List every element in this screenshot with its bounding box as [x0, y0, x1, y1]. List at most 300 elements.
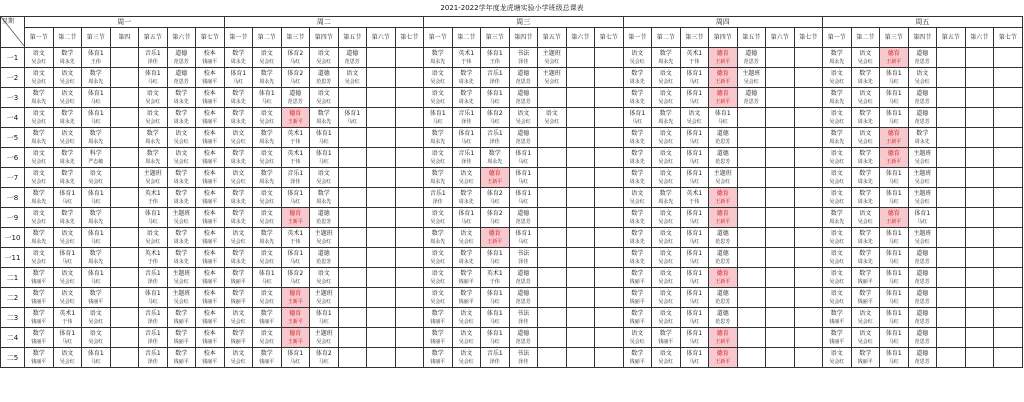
lesson-cell[interactable]	[139, 48, 168, 68]
lesson-cell[interactable]	[908, 108, 937, 128]
lesson-cell[interactable]	[82, 348, 111, 368]
lesson-cell[interactable]	[310, 248, 339, 268]
lesson-cell[interactable]	[253, 128, 282, 148]
lesson-cell[interactable]	[709, 248, 738, 268]
lesson-cell[interactable]	[994, 68, 1023, 88]
lesson-cell[interactable]	[452, 108, 481, 128]
lesson-cell[interactable]	[310, 308, 339, 328]
lesson-cell[interactable]	[25, 308, 54, 328]
lesson-cell[interactable]	[53, 328, 82, 348]
lesson-cell[interactable]	[481, 288, 510, 308]
lesson-cell[interactable]	[709, 168, 738, 188]
lesson-cell[interactable]	[110, 148, 139, 168]
lesson-cell[interactable]	[281, 148, 310, 168]
lesson-cell[interactable]	[965, 108, 994, 128]
lesson-cell[interactable]	[338, 228, 367, 248]
lesson-cell[interactable]	[424, 268, 453, 288]
lesson-cell[interactable]	[481, 128, 510, 148]
lesson-cell[interactable]	[937, 328, 966, 348]
lesson-cell[interactable]	[253, 328, 282, 348]
lesson-cell[interactable]	[823, 68, 852, 88]
lesson-cell[interactable]	[281, 188, 310, 208]
lesson-cell[interactable]	[367, 268, 396, 288]
lesson-cell[interactable]	[452, 348, 481, 368]
lesson-cell[interactable]	[680, 148, 709, 168]
lesson-cell[interactable]	[53, 168, 82, 188]
lesson-cell[interactable]	[25, 68, 54, 88]
lesson-cell[interactable]	[424, 228, 453, 248]
lesson-cell[interactable]	[509, 188, 538, 208]
lesson-cell[interactable]	[395, 148, 424, 168]
lesson-cell[interactable]	[623, 108, 652, 128]
lesson-cell[interactable]	[82, 128, 111, 148]
lesson-cell[interactable]	[481, 48, 510, 68]
lesson-cell[interactable]	[794, 348, 823, 368]
lesson-cell[interactable]	[139, 108, 168, 128]
lesson-cell[interactable]	[908, 128, 937, 148]
lesson-cell[interactable]	[851, 148, 880, 168]
lesson-cell[interactable]	[994, 348, 1023, 368]
lesson-cell[interactable]	[595, 288, 624, 308]
lesson-cell[interactable]	[680, 88, 709, 108]
lesson-cell[interactable]	[566, 108, 595, 128]
lesson-cell[interactable]	[481, 228, 510, 248]
lesson-cell[interactable]	[851, 208, 880, 228]
lesson-cell[interactable]	[737, 48, 766, 68]
lesson-cell[interactable]	[424, 88, 453, 108]
lesson-cell[interactable]	[452, 168, 481, 188]
lesson-cell[interactable]	[794, 128, 823, 148]
lesson-cell[interactable]	[652, 208, 681, 228]
lesson-cell[interactable]	[623, 328, 652, 348]
lesson-cell[interactable]	[224, 108, 253, 128]
lesson-cell[interactable]	[253, 108, 282, 128]
lesson-cell[interactable]	[53, 308, 82, 328]
lesson-cell[interactable]	[224, 188, 253, 208]
lesson-cell[interactable]	[566, 68, 595, 88]
lesson-cell[interactable]	[823, 348, 852, 368]
lesson-cell[interactable]	[110, 108, 139, 128]
lesson-cell[interactable]	[538, 108, 567, 128]
lesson-cell[interactable]	[680, 168, 709, 188]
lesson-cell[interactable]	[253, 68, 282, 88]
lesson-cell[interactable]	[823, 168, 852, 188]
lesson-cell[interactable]	[452, 268, 481, 288]
lesson-cell[interactable]	[623, 128, 652, 148]
lesson-cell[interactable]	[167, 48, 196, 68]
lesson-cell[interactable]	[395, 348, 424, 368]
lesson-cell[interactable]	[737, 348, 766, 368]
lesson-cell[interactable]	[25, 288, 54, 308]
lesson-cell[interactable]	[167, 248, 196, 268]
lesson-cell[interactable]	[652, 88, 681, 108]
lesson-cell[interactable]	[880, 228, 909, 248]
lesson-cell[interactable]	[110, 248, 139, 268]
lesson-cell[interactable]	[538, 88, 567, 108]
lesson-cell[interactable]	[595, 268, 624, 288]
lesson-cell[interactable]	[224, 288, 253, 308]
lesson-cell[interactable]	[196, 168, 225, 188]
lesson-cell[interactable]	[823, 328, 852, 348]
lesson-cell[interactable]	[167, 148, 196, 168]
lesson-cell[interactable]	[937, 108, 966, 128]
lesson-cell[interactable]	[424, 48, 453, 68]
lesson-cell[interactable]	[595, 348, 624, 368]
lesson-cell[interactable]	[82, 248, 111, 268]
lesson-cell[interactable]	[224, 48, 253, 68]
lesson-cell[interactable]	[709, 328, 738, 348]
lesson-cell[interactable]	[25, 168, 54, 188]
lesson-cell[interactable]	[253, 348, 282, 368]
lesson-cell[interactable]	[880, 48, 909, 68]
lesson-cell[interactable]	[139, 188, 168, 208]
lesson-cell[interactable]	[652, 128, 681, 148]
lesson-cell[interactable]	[310, 68, 339, 88]
lesson-cell[interactable]	[794, 208, 823, 228]
lesson-cell[interactable]	[338, 168, 367, 188]
lesson-cell[interactable]	[566, 88, 595, 108]
lesson-cell[interactable]	[709, 228, 738, 248]
lesson-cell[interactable]	[937, 228, 966, 248]
lesson-cell[interactable]	[167, 288, 196, 308]
lesson-cell[interactable]	[395, 268, 424, 288]
lesson-cell[interactable]	[965, 168, 994, 188]
lesson-cell[interactable]	[766, 88, 795, 108]
lesson-cell[interactable]	[680, 208, 709, 228]
lesson-cell[interactable]	[53, 248, 82, 268]
lesson-cell[interactable]	[139, 208, 168, 228]
lesson-cell[interactable]	[367, 128, 396, 148]
lesson-cell[interactable]	[110, 268, 139, 288]
lesson-cell[interactable]	[566, 288, 595, 308]
lesson-cell[interactable]	[253, 288, 282, 308]
lesson-cell[interactable]	[110, 208, 139, 228]
lesson-cell[interactable]	[281, 68, 310, 88]
lesson-cell[interactable]	[880, 148, 909, 168]
lesson-cell[interactable]	[82, 48, 111, 68]
lesson-cell[interactable]	[139, 288, 168, 308]
lesson-cell[interactable]	[395, 288, 424, 308]
lesson-cell[interactable]	[82, 308, 111, 328]
lesson-cell[interactable]	[509, 228, 538, 248]
lesson-cell[interactable]	[224, 88, 253, 108]
lesson-cell[interactable]	[766, 328, 795, 348]
lesson-cell[interactable]	[623, 348, 652, 368]
lesson-cell[interactable]	[310, 168, 339, 188]
lesson-cell[interactable]	[424, 128, 453, 148]
lesson-cell[interactable]	[424, 288, 453, 308]
lesson-cell[interactable]	[310, 348, 339, 368]
lesson-cell[interactable]	[424, 328, 453, 348]
lesson-cell[interactable]	[110, 328, 139, 348]
lesson-cell[interactable]	[110, 48, 139, 68]
lesson-cell[interactable]	[680, 128, 709, 148]
lesson-cell[interactable]	[167, 88, 196, 108]
lesson-cell[interactable]	[367, 48, 396, 68]
lesson-cell[interactable]	[994, 168, 1023, 188]
lesson-cell[interactable]	[709, 68, 738, 88]
lesson-cell[interactable]	[737, 308, 766, 328]
lesson-cell[interactable]	[53, 128, 82, 148]
lesson-cell[interactable]	[965, 128, 994, 148]
lesson-cell[interactable]	[595, 108, 624, 128]
lesson-cell[interactable]	[566, 168, 595, 188]
lesson-cell[interactable]	[167, 328, 196, 348]
lesson-cell[interactable]	[395, 168, 424, 188]
lesson-cell[interactable]	[53, 148, 82, 168]
lesson-cell[interactable]	[880, 108, 909, 128]
lesson-cell[interactable]	[538, 68, 567, 88]
lesson-cell[interactable]	[196, 248, 225, 268]
lesson-cell[interactable]	[880, 308, 909, 328]
lesson-cell[interactable]	[994, 48, 1023, 68]
lesson-cell[interactable]	[538, 48, 567, 68]
lesson-cell[interactable]	[338, 48, 367, 68]
lesson-cell[interactable]	[766, 108, 795, 128]
lesson-cell[interactable]	[424, 168, 453, 188]
lesson-cell[interactable]	[310, 228, 339, 248]
lesson-cell[interactable]	[452, 48, 481, 68]
lesson-cell[interactable]	[224, 168, 253, 188]
lesson-cell[interactable]	[338, 148, 367, 168]
lesson-cell[interactable]	[652, 248, 681, 268]
lesson-cell[interactable]	[880, 168, 909, 188]
lesson-cell[interactable]	[994, 288, 1023, 308]
lesson-cell[interactable]	[367, 208, 396, 228]
lesson-cell[interactable]	[880, 208, 909, 228]
lesson-cell[interactable]	[709, 48, 738, 68]
lesson-cell[interactable]	[595, 128, 624, 148]
lesson-cell[interactable]	[224, 348, 253, 368]
lesson-cell[interactable]	[709, 268, 738, 288]
lesson-cell[interactable]	[367, 328, 396, 348]
lesson-cell[interactable]	[452, 228, 481, 248]
lesson-cell[interactable]	[509, 288, 538, 308]
lesson-cell[interactable]	[395, 48, 424, 68]
lesson-cell[interactable]	[908, 288, 937, 308]
lesson-cell[interactable]	[766, 248, 795, 268]
lesson-cell[interactable]	[766, 268, 795, 288]
lesson-cell[interactable]	[994, 308, 1023, 328]
lesson-cell[interactable]	[25, 348, 54, 368]
lesson-cell[interactable]	[766, 228, 795, 248]
lesson-cell[interactable]	[737, 188, 766, 208]
lesson-cell[interactable]	[509, 348, 538, 368]
lesson-cell[interactable]	[538, 288, 567, 308]
lesson-cell[interactable]	[766, 308, 795, 328]
lesson-cell[interactable]	[338, 108, 367, 128]
lesson-cell[interactable]	[367, 168, 396, 188]
lesson-cell[interactable]	[310, 128, 339, 148]
lesson-cell[interactable]	[937, 348, 966, 368]
lesson-cell[interactable]	[367, 188, 396, 208]
lesson-cell[interactable]	[766, 188, 795, 208]
lesson-cell[interactable]	[82, 268, 111, 288]
lesson-cell[interactable]	[338, 268, 367, 288]
lesson-cell[interactable]	[994, 328, 1023, 348]
lesson-cell[interactable]	[395, 228, 424, 248]
lesson-cell[interactable]	[623, 168, 652, 188]
lesson-cell[interactable]	[880, 88, 909, 108]
lesson-cell[interactable]	[851, 128, 880, 148]
lesson-cell[interactable]	[595, 88, 624, 108]
lesson-cell[interactable]	[538, 168, 567, 188]
lesson-cell[interactable]	[880, 128, 909, 148]
lesson-cell[interactable]	[709, 148, 738, 168]
lesson-cell[interactable]	[680, 268, 709, 288]
lesson-cell[interactable]	[823, 288, 852, 308]
lesson-cell[interactable]	[281, 228, 310, 248]
lesson-cell[interactable]	[538, 268, 567, 288]
lesson-cell[interactable]	[680, 68, 709, 88]
lesson-cell[interactable]	[281, 328, 310, 348]
lesson-cell[interactable]	[709, 108, 738, 128]
lesson-cell[interactable]	[794, 88, 823, 108]
lesson-cell[interactable]	[880, 268, 909, 288]
lesson-cell[interactable]	[937, 268, 966, 288]
lesson-cell[interactable]	[794, 108, 823, 128]
lesson-cell[interactable]	[994, 208, 1023, 228]
lesson-cell[interactable]	[851, 348, 880, 368]
lesson-cell[interactable]	[281, 288, 310, 308]
lesson-cell[interactable]	[937, 48, 966, 68]
lesson-cell[interactable]	[253, 148, 282, 168]
lesson-cell[interactable]	[566, 128, 595, 148]
lesson-cell[interactable]	[794, 248, 823, 268]
lesson-cell[interactable]	[509, 68, 538, 88]
lesson-cell[interactable]	[994, 128, 1023, 148]
lesson-cell[interactable]	[281, 168, 310, 188]
lesson-cell[interactable]	[737, 288, 766, 308]
lesson-cell[interactable]	[680, 228, 709, 248]
lesson-cell[interactable]	[509, 248, 538, 268]
lesson-cell[interactable]	[82, 168, 111, 188]
lesson-cell[interactable]	[395, 128, 424, 148]
lesson-cell[interactable]	[196, 268, 225, 288]
lesson-cell[interactable]	[452, 288, 481, 308]
lesson-cell[interactable]	[224, 248, 253, 268]
lesson-cell[interactable]	[310, 268, 339, 288]
lesson-cell[interactable]	[823, 308, 852, 328]
lesson-cell[interactable]	[395, 248, 424, 268]
lesson-cell[interactable]	[509, 88, 538, 108]
lesson-cell[interactable]	[196, 208, 225, 228]
lesson-cell[interactable]	[709, 88, 738, 108]
lesson-cell[interactable]	[737, 88, 766, 108]
lesson-cell[interactable]	[110, 348, 139, 368]
lesson-cell[interactable]	[709, 128, 738, 148]
lesson-cell[interactable]	[281, 308, 310, 328]
lesson-cell[interactable]	[452, 208, 481, 228]
lesson-cell[interactable]	[680, 108, 709, 128]
lesson-cell[interactable]	[851, 108, 880, 128]
lesson-cell[interactable]	[253, 208, 282, 228]
lesson-cell[interactable]	[253, 188, 282, 208]
lesson-cell[interactable]	[110, 88, 139, 108]
lesson-cell[interactable]	[595, 68, 624, 88]
lesson-cell[interactable]	[908, 68, 937, 88]
lesson-cell[interactable]	[908, 248, 937, 268]
lesson-cell[interactable]	[766, 68, 795, 88]
lesson-cell[interactable]	[965, 328, 994, 348]
lesson-cell[interactable]	[196, 308, 225, 328]
lesson-cell[interactable]	[509, 148, 538, 168]
lesson-cell[interactable]	[196, 48, 225, 68]
lesson-cell[interactable]	[338, 248, 367, 268]
lesson-cell[interactable]	[737, 228, 766, 248]
lesson-cell[interactable]	[310, 208, 339, 228]
lesson-cell[interactable]	[965, 288, 994, 308]
lesson-cell[interactable]	[367, 288, 396, 308]
lesson-cell[interactable]	[566, 308, 595, 328]
lesson-cell[interactable]	[623, 188, 652, 208]
lesson-cell[interactable]	[82, 88, 111, 108]
lesson-cell[interactable]	[709, 208, 738, 228]
lesson-cell[interactable]	[509, 48, 538, 68]
lesson-cell[interactable]	[338, 308, 367, 328]
lesson-cell[interactable]	[481, 148, 510, 168]
lesson-cell[interactable]	[481, 108, 510, 128]
lesson-cell[interactable]	[794, 148, 823, 168]
lesson-cell[interactable]	[937, 308, 966, 328]
lesson-cell[interactable]	[709, 308, 738, 328]
lesson-cell[interactable]	[338, 328, 367, 348]
lesson-cell[interactable]	[395, 208, 424, 228]
lesson-cell[interactable]	[452, 188, 481, 208]
lesson-cell[interactable]	[908, 348, 937, 368]
lesson-cell[interactable]	[281, 348, 310, 368]
lesson-cell[interactable]	[452, 248, 481, 268]
lesson-cell[interactable]	[53, 108, 82, 128]
lesson-cell[interactable]	[766, 48, 795, 68]
lesson-cell[interactable]	[908, 228, 937, 248]
lesson-cell[interactable]	[652, 108, 681, 128]
lesson-cell[interactable]	[994, 268, 1023, 288]
lesson-cell[interactable]	[281, 268, 310, 288]
lesson-cell[interactable]	[110, 68, 139, 88]
lesson-cell[interactable]	[737, 148, 766, 168]
lesson-cell[interactable]	[82, 208, 111, 228]
lesson-cell[interactable]	[595, 308, 624, 328]
lesson-cell[interactable]	[937, 68, 966, 88]
lesson-cell[interactable]	[53, 208, 82, 228]
lesson-cell[interactable]	[167, 268, 196, 288]
lesson-cell[interactable]	[566, 248, 595, 268]
lesson-cell[interactable]	[680, 348, 709, 368]
lesson-cell[interactable]	[139, 68, 168, 88]
lesson-cell[interactable]	[367, 148, 396, 168]
lesson-cell[interactable]	[167, 208, 196, 228]
lesson-cell[interactable]	[196, 128, 225, 148]
lesson-cell[interactable]	[338, 208, 367, 228]
lesson-cell[interactable]	[709, 348, 738, 368]
lesson-cell[interactable]	[424, 108, 453, 128]
lesson-cell[interactable]	[937, 208, 966, 228]
lesson-cell[interactable]	[652, 308, 681, 328]
lesson-cell[interactable]	[566, 188, 595, 208]
lesson-cell[interactable]	[794, 188, 823, 208]
lesson-cell[interactable]	[908, 168, 937, 188]
lesson-cell[interactable]	[823, 48, 852, 68]
lesson-cell[interactable]	[937, 148, 966, 168]
lesson-cell[interactable]	[965, 48, 994, 68]
lesson-cell[interactable]	[652, 268, 681, 288]
lesson-cell[interactable]	[937, 128, 966, 148]
lesson-cell[interactable]	[224, 228, 253, 248]
lesson-cell[interactable]	[253, 308, 282, 328]
lesson-cell[interactable]	[395, 108, 424, 128]
lesson-cell[interactable]	[509, 168, 538, 188]
